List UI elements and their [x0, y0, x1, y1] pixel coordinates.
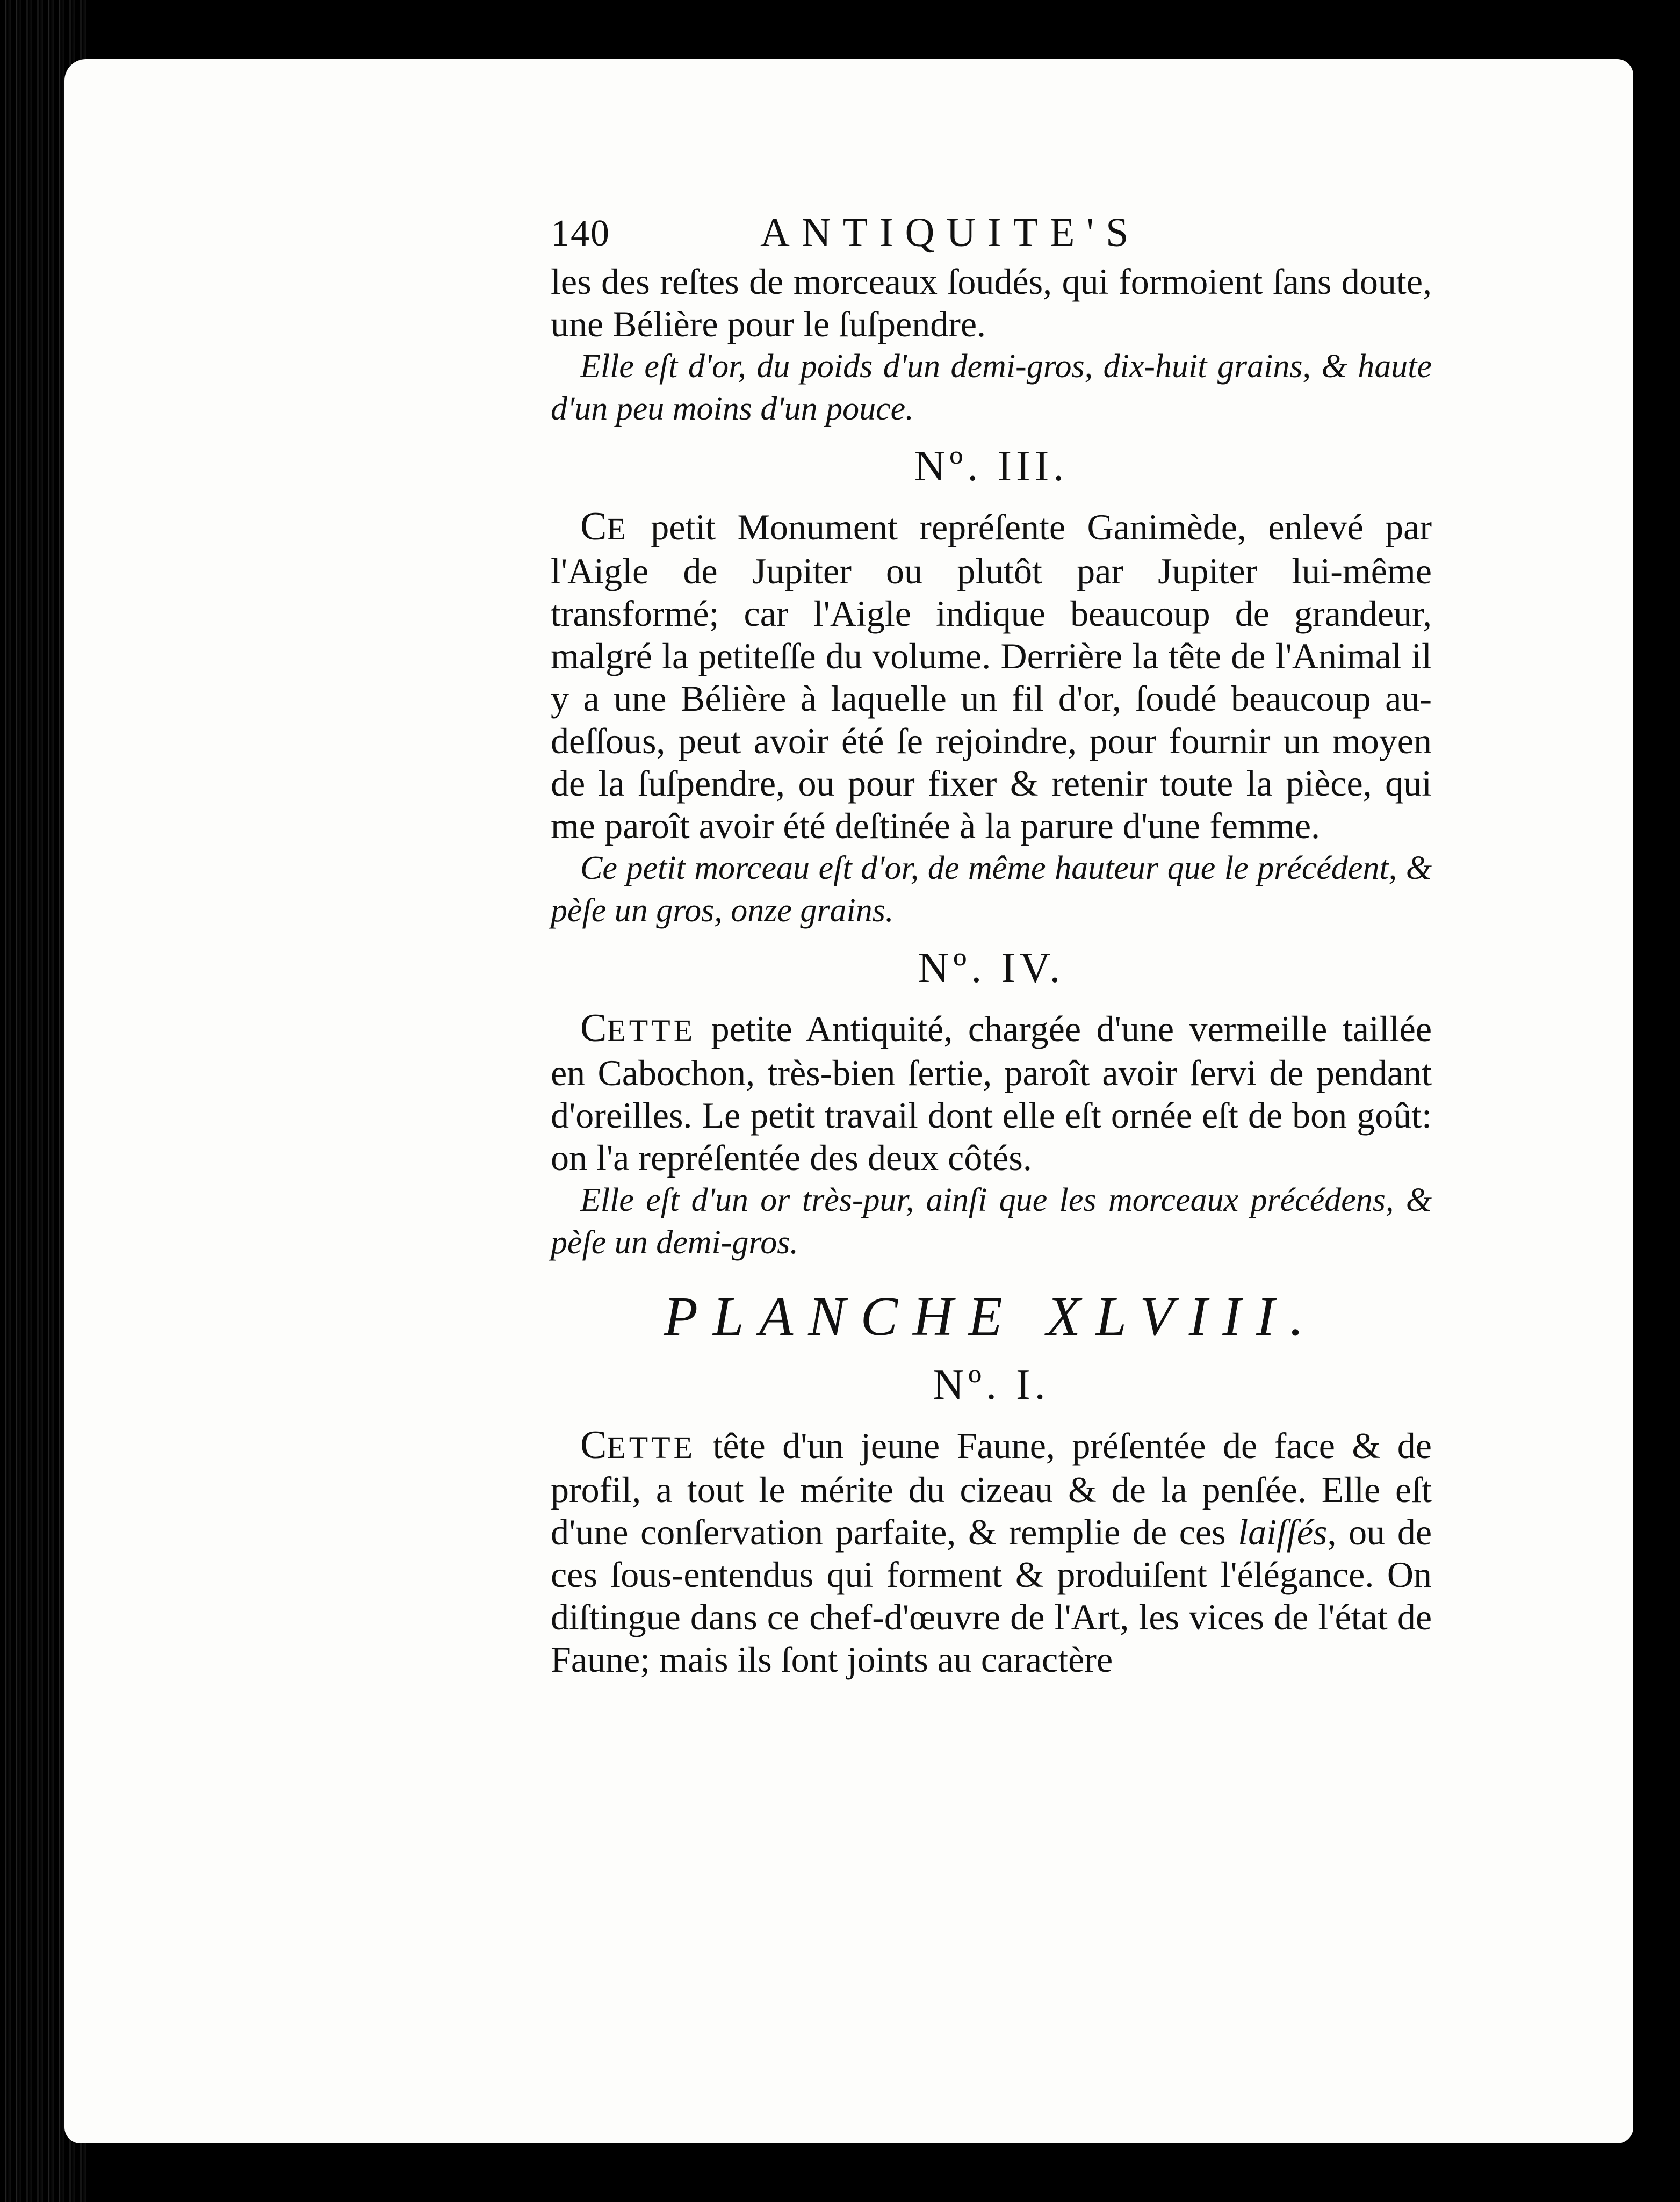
text-block [551, 212, 1432, 1681]
lead-capital: C [580, 1006, 607, 1050]
lead-smallcaps: E [607, 511, 629, 546]
section-heading-iii: Nº. III. [914, 443, 1069, 490]
running-title: ANTIQUITE'S [760, 210, 1141, 255]
paragraph-text: petit Monument repréſente Ganimède, enlevé par l'Aigle de Jupiter ou plutôt par Jupiter lui-même transformé; car l'Aigle indique beaucoup de grandeur, malgré la petiteſſe du volume. Derrière la tête de l'Animal il y a une Bélière à laquelle un fil d'or, ſoudé beaucoup au-deſſous, peut avoir été ſe rejoindre, pour fournir un moyen de la ſuſpendre, ou pour fixer & retenir toute la pièce, qui me paroît avoir été deſtinée à la parure d'une femme. [551, 507, 1432, 846]
lead-capital: C [580, 504, 607, 548]
lead-smallcaps: ETTE [607, 1013, 696, 1048]
paragraph-continuation: les des reſtes de morceaux ſoudés, qui formoient ſans doute, une Bélière pour le ſuſpendre. [551, 261, 1432, 344]
paragraph-italic-note-1: Elle eſt d'or, du poids d'un demi-gros, dix-huit grains, & haute d'un peu moins d'un pouce. [551, 348, 1432, 427]
paragraph-antiquite [551, 1007, 1432, 1179]
page-number: 140 [551, 213, 610, 254]
paragraph-text-continued: , ou de ces ſous-entendus qui forment & produiſent l'élégance. On diſtingue dans ce chef-d'œuvre de l'Art, les vices de l'état de Faune; mais ils ſont joints au caractère [551, 1512, 1432, 1680]
lead-smallcaps: ETTE [607, 1430, 696, 1465]
section-heading-i: Nº. I. [933, 1361, 1050, 1409]
paragraph-text: tête d'un jeune Faune, préſentée de face & de profil, a tout le mérite du cizeau & de la penſée. Elle eſt d'une conſervation parfaite, & remplie de ces [551, 1425, 1432, 1553]
lead-capital: C [580, 1423, 607, 1467]
running-head [551, 212, 1432, 261]
paragraph-faune [551, 1424, 1432, 1681]
paragraph-italic-note-2: Ce petit morceau eſt d'or, de même hauteur que le précédent, & pèſe un gros, onze grains. [551, 850, 1432, 929]
paragraph-ganimede [551, 506, 1432, 847]
section-heading-iv: Nº. IV. [918, 944, 1065, 992]
paragraph-italic-note-3: Elle eſt d'un or très-pur, ainſi que les morceaux précédens, & pèſe un demi-gros. [551, 1182, 1432, 1261]
italic-word: laiſſés [1238, 1512, 1328, 1553]
paragraph-text: petite Antiquité, chargée d'une vermeille taillée en Cabochon, très-bien ſertie, paroît avoir ſervi de pendant d'oreilles. Le petit travail dont elle eſt ornée eſt de bon goût: on l'a repréſentée des deux côtés. [551, 1008, 1432, 1178]
plate-title: PLANCHE XLVIII. [664, 1286, 1319, 1347]
